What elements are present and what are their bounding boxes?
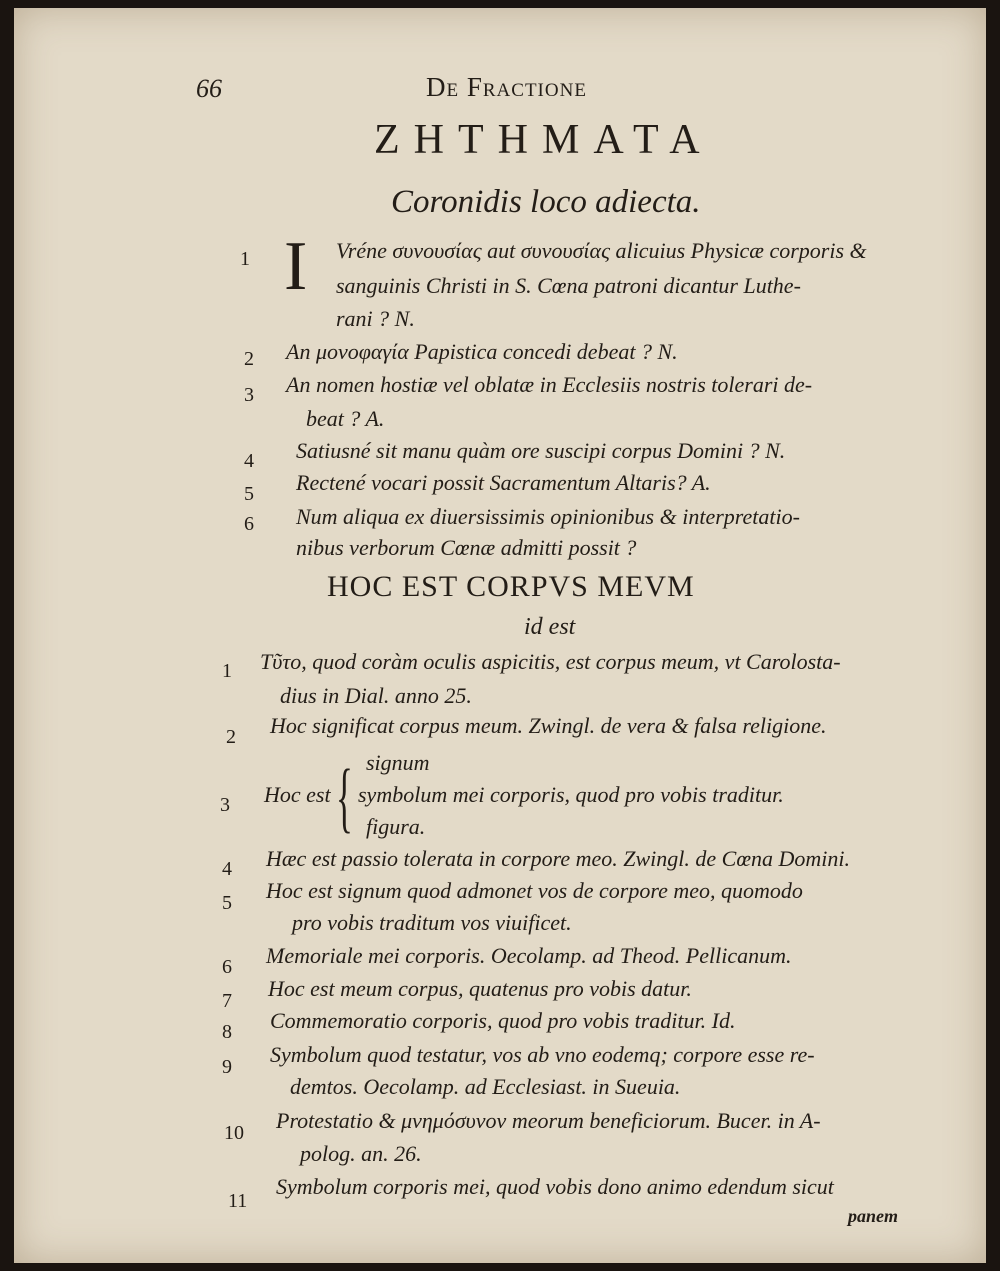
drop-cap: I [284, 228, 308, 305]
page-number: 66 [196, 74, 222, 103]
question-number: 4 [244, 450, 254, 472]
interpretation-line: Memoriale mei corporis. Oecolamp. ad Theod. Pellicanum. [266, 943, 792, 968]
interpretation-line: Hoc est signum quod admonet vos de corpore meo, quomodo [266, 878, 803, 903]
interpretation-line: dius in Dial. anno 25. [280, 683, 472, 708]
interpretation-number: 9 [222, 1056, 232, 1078]
question-line: rani ? N. [336, 306, 415, 331]
page-title: ZHTHMATA [374, 117, 714, 163]
question-line: An nomen hostiæ vel oblatæ in Ecclesiis nostris tolerari de- [286, 372, 813, 397]
question-number: 6 [244, 513, 254, 535]
interpretation-number: 8 [222, 1021, 232, 1043]
interpretation-number: 7 [222, 990, 232, 1012]
interpretation-prefix: Hoc est [264, 782, 331, 807]
interpretation-number: 10 [224, 1122, 244, 1144]
question-line: Satiusné sit manu quàm ore suscipi corpus Domini ? N. [296, 438, 786, 463]
section-heading: HOC EST CORPVS MEVM [327, 570, 695, 603]
interpretation-line: Τῦτο, quod coràm oculis aspicitis, est corpus meum, vt Carolosta- [260, 649, 841, 674]
interpretation-line: Symbolum corporis mei, quod vobis dono animo edendum sicut [276, 1174, 834, 1199]
question-line: beat ? A. [306, 406, 385, 431]
interpretation-number: 5 [222, 892, 232, 914]
interpretation-line: demtos. Oecolamp. ad Ecclesiast. in Sueuia. [290, 1074, 681, 1099]
interpretation-option: figura. [366, 814, 426, 839]
question-line: nibus verborum Cœnæ admitti possit ? [296, 535, 637, 560]
question-line: Vréne συνουσίας aut συνουσίας alicuius Physicæ corporis & [336, 238, 867, 263]
curly-brace: { [336, 753, 353, 840]
question-number: 3 [244, 384, 254, 406]
interpretation-line: pro vobis traditum vos viuificet. [292, 910, 572, 935]
interpretation-number: 11 [228, 1190, 248, 1212]
interpretation-line: Hoc significat corpus meum. Zwingl. de vera & falsa religione. [270, 713, 827, 738]
interpretation-number: 6 [222, 956, 232, 978]
interpretation-number: 3 [220, 794, 230, 816]
running-head: De Fractione [426, 72, 587, 102]
subtitle: Coronidis loco adiecta. [391, 184, 701, 220]
interpretation-line: Hoc est meum corpus, quatenus pro vobis datur. [268, 976, 692, 1001]
question-line: Rectené vocari possit Sacramentum Altaris? A. [296, 470, 711, 495]
question-number: 5 [244, 483, 254, 505]
question-line: sanguinis Christi in S. Cœna patroni dicantur Luthe- [336, 273, 801, 298]
question-number: 1 [240, 248, 250, 270]
interpretation-number: 1 [222, 660, 232, 682]
interpretation-line: Symbolum quod testatur, vos ab vno eodemq; corpore esse re- [270, 1042, 815, 1067]
interpretation-option: signum [366, 750, 430, 775]
question-line: Num aliqua ex diuersissimis opinionibus & interpretatio- [296, 504, 800, 529]
interpretation-number: 4 [222, 858, 232, 880]
interpretation-line: Protestatio & μνημόσυνον meorum beneficiorum. Bucer. in A- [276, 1108, 821, 1133]
book-page [14, 8, 986, 1263]
interpretation-option: symbolum mei corporis, quod pro vobis traditur. [358, 782, 784, 807]
catchword: panem [848, 1206, 899, 1226]
interpretation-line: Hæc est passio tolerata in corpore meo. Zwingl. de Cœna Domini. [266, 846, 851, 871]
section-subheading: id est [524, 614, 576, 640]
interpretation-number: 2 [226, 726, 236, 748]
question-line: An μονοφαγία Papistica concedi debeat ? N. [286, 339, 678, 364]
interpretation-line: Commemoratio corporis, quod pro vobis traditur. Id. [270, 1008, 736, 1033]
interpretation-line: polog. an. 26. [300, 1141, 422, 1166]
question-number: 2 [244, 348, 254, 370]
